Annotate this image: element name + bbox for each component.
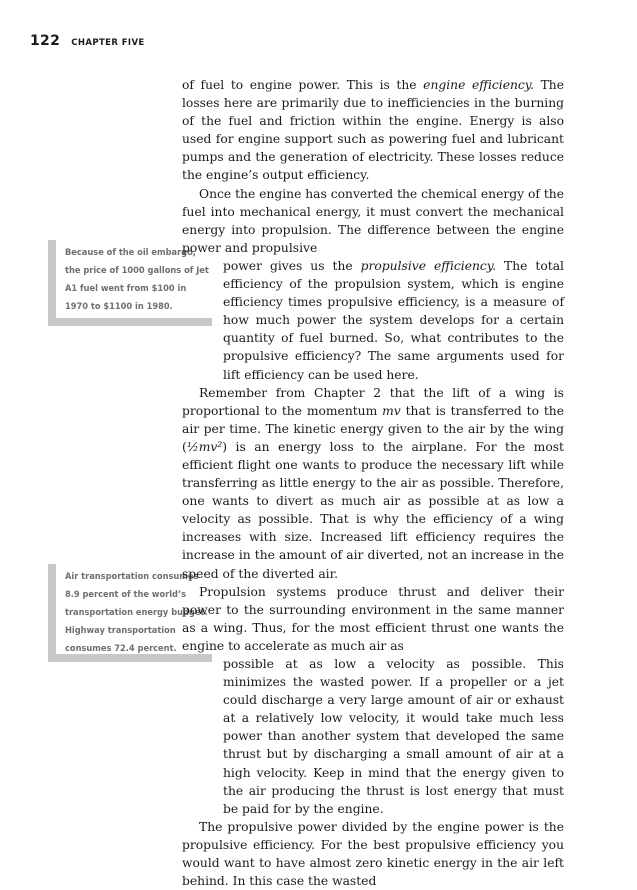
indented-block-2 [182,655,564,818]
paragraph-propulsive-efficiency-intro [182,185,564,257]
text-run: that is transferred to the air per time. The kinetic energy given to the air by the wing ( [182,403,564,454]
page-number: 122 [30,33,61,49]
text-run: ) is an energy loss to the airplane. For the most efficient flight one wants to produce the necessary lift while transferring as little energy to the air as possible. Therefore, one wants to divert as much air as possible at as low a velocity as possible. That is why the efficiency of a wing increases with size. Increased lift efficiency requires the increase in the amount of air diverted, not an increase in the speed of the diverted air. [182,439,564,581]
paragraph-propulsion-systems [223,655,564,818]
term-engine-efficiency: engine efficiency. [423,78,535,92]
text-run: The total efficiency of the propulsion system, which is engine efficiency times propulsive efficiency, is a measure of how much power the system develops for a certain quantity of fuel burned. So, what contributes to the propulsive efficiency? The same arguments used for lift efficiency can be used here. [223,258,564,382]
sidebar-text: Air transportation consumes 8.9 percent of the world’s transportation energy budget. Highway transportation consumes 72.4 percent. [65,571,208,655]
paragraph-propulsion-systems-intro [182,583,564,655]
text-run: Once the engine has converted the chemical energy of the fuel into mechanical energy, it must convert the mechanical energy into propulsion. The difference between the engine power and propulsive [182,186,564,255]
text-run: The propulsive power divided by the engine power is the propulsive efficiency. For the best propulsive efficiency you would want to have almost zero kinetic energy in the air left behind. In this case the wasted [182,819,564,889]
body-text [182,76,564,890]
sidebar-text: Because of the oil embargo, the price of 1000 gallons of Jet A1 fuel went from $100 in 1970 to $1100 in 1980. [65,247,209,313]
text-run: Remember from Chapter 2 that the lift of a wing is proportional to the momentum [182,385,564,418]
text-run: of fuel to engine power. This is the [182,78,424,92]
text-run: power gives us the [223,258,361,273]
text-run: possible at as low a velocity as possible. This minimizes the wasted power. If a propeller or a jet could discharge a very large amount of air or exhaust at a relatively low velocity, it would take much less power than another system that developed the same thrust but by discharging a small amount of air at a high velocity. Keep in mind that the energy given to the air producing the thrust is lost energy that must be paid for by the engine. [223,657,564,816]
text-run: Propulsion systems produce thrust and deliver their power to the surrounding environment in the same manner as a wing. Thus, for the most efficient thrust one wants the engine to accelerate as much air as [182,584,564,653]
formula-kinetic-energy: ½mv² [186,439,223,454]
paragraph-propulsive-power [182,818,564,890]
term-propulsive-efficiency: propulsive efficiency. [360,258,497,273]
indented-block-1 [182,257,564,384]
paragraph-propulsive-efficiency [223,257,564,384]
formula-mv: mv [382,403,401,418]
paragraph-lift-momentum [182,384,564,583]
running-head [30,30,145,49]
chapter-title: CHAPTER FIVE [71,38,145,48]
paragraph-engine-efficiency [182,76,564,185]
text-run: The losses here are primarily due to inefficiencies in the burning of the fuel and friction within the engine. Energy is also used for engine support such as powering fuel and lubricant pumps and the generation of electricity. These losses reduce the engine’s output efficiency. [182,78,565,183]
